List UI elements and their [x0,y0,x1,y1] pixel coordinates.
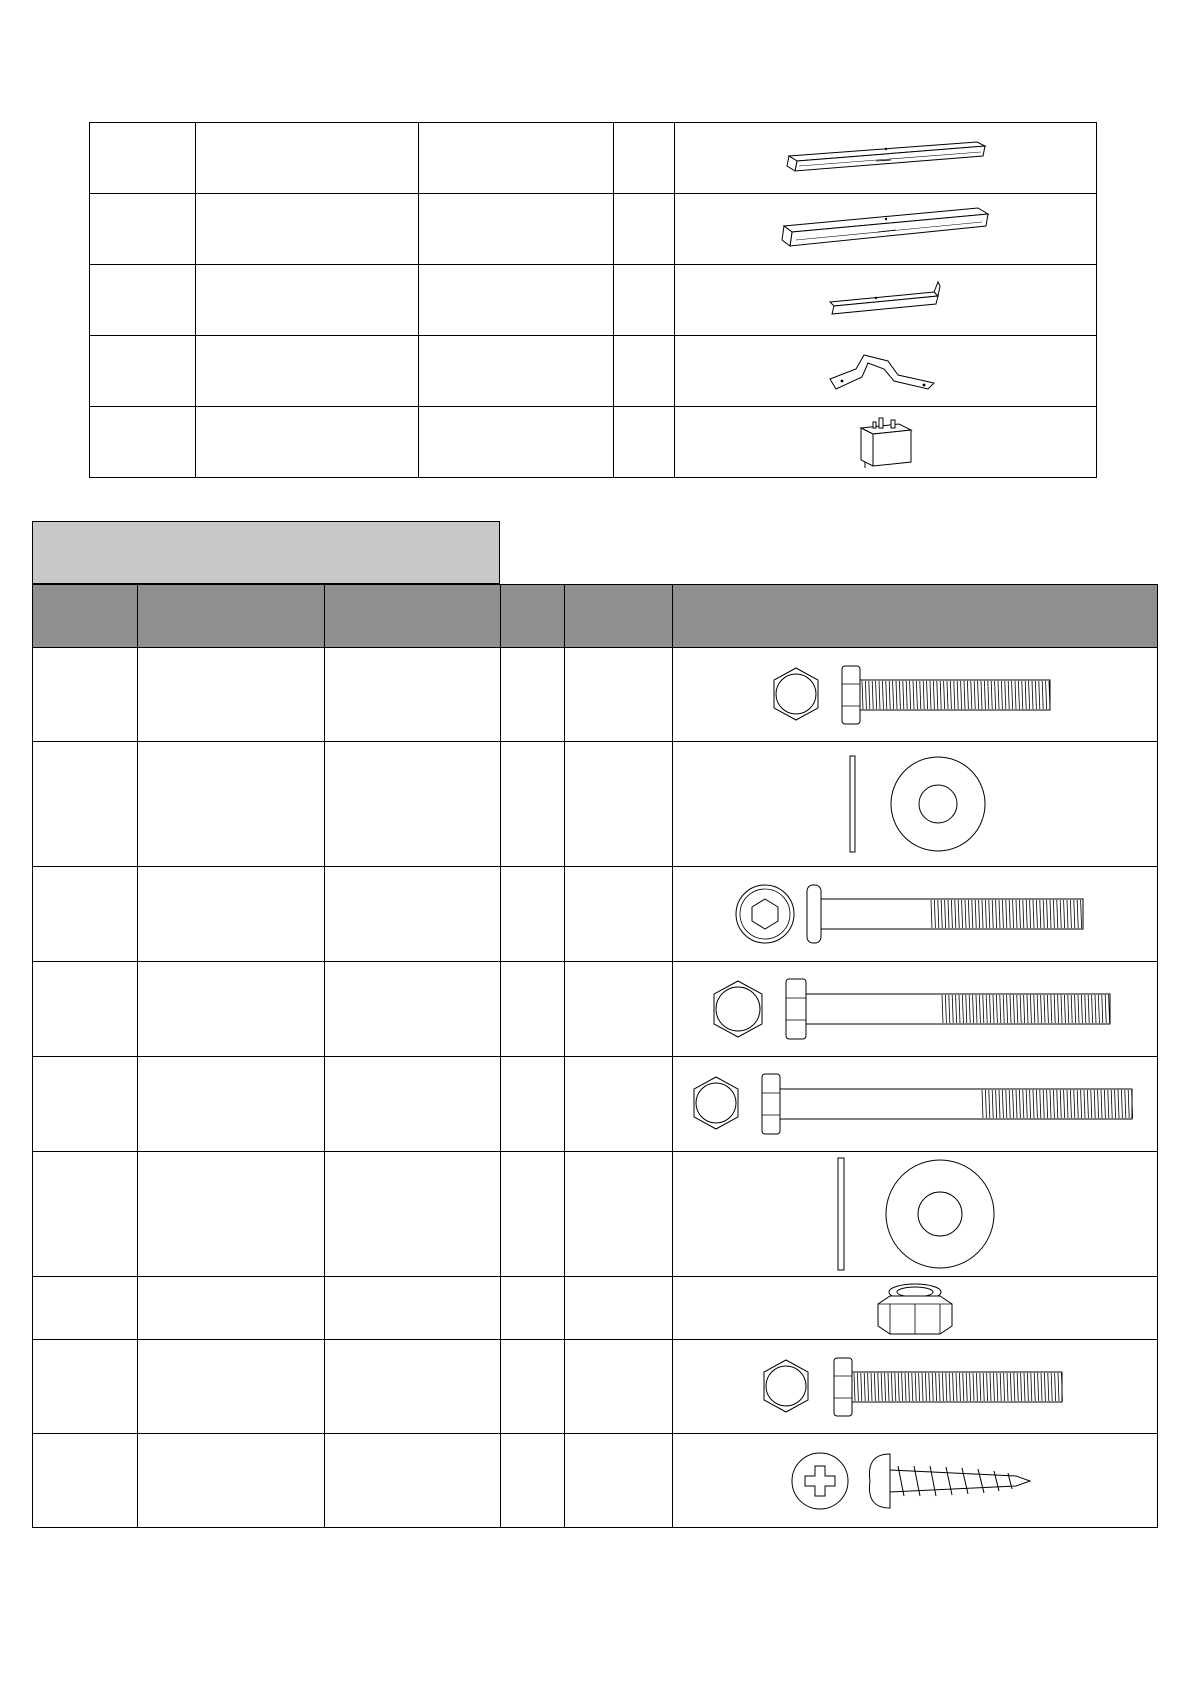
short-channel-rail-icon [781,136,991,181]
part-name [196,123,419,194]
part-qty [614,265,675,336]
part-spec [419,407,614,478]
part-qty [614,123,675,194]
part-image-cell [675,407,1097,478]
hw-name [138,1434,325,1528]
hw-extra [565,1340,673,1434]
hw-letter [33,1340,138,1434]
hw-name [138,962,325,1057]
table-row [33,648,1158,742]
hw-spec [325,1057,501,1152]
hw-image-cell [673,1277,1158,1340]
part-spec [419,265,614,336]
column-header [325,585,501,648]
hw-name [138,1340,325,1434]
column-header [673,585,1158,648]
part-image-cell [675,194,1097,265]
hw-letter [33,867,138,962]
hw-name [138,742,325,867]
part-spec [419,194,614,265]
hw-qty [501,742,565,867]
part-image-cell [675,265,1097,336]
hw-spec [325,648,501,742]
large-washer-icon [830,1156,1000,1272]
part-name [196,265,419,336]
hw-qty [501,867,565,962]
hw-extra [565,648,673,742]
hw-image-cell [673,648,1158,742]
hw-spec [325,962,501,1057]
hw-extra [565,962,673,1057]
bent-bracket-icon [826,347,946,395]
hw-extra [565,742,673,867]
table-row [33,1434,1158,1528]
part-qty [614,194,675,265]
hw-spec [325,1340,501,1434]
angle-bracket-icon [826,280,946,320]
table-row [33,867,1158,962]
hw-extra [565,1152,673,1277]
table-row [90,265,1097,336]
hw-extra [565,1057,673,1152]
hw-image-cell [673,867,1158,962]
hw-qty [501,962,565,1057]
hw-qty [501,1152,565,1277]
allen-bolt-icon [735,879,1095,949]
hex-bolt-medium-icon [760,1352,1070,1422]
hw-image-cell [673,1152,1158,1277]
hardware-header-row [33,585,1158,648]
table-row [33,962,1158,1057]
hw-spec [325,867,501,962]
table-row [33,1340,1158,1434]
hw-qty [501,648,565,742]
hw-spec [325,1152,501,1277]
part-name [196,407,419,478]
part-image-cell [675,123,1097,194]
hw-image-cell [673,1340,1158,1434]
hw-spec [325,742,501,867]
hw-letter [33,1277,138,1340]
phillips-wood-screw-icon [790,1446,1040,1516]
table-row [33,1277,1158,1340]
hw-image-cell [673,962,1158,1057]
column-header [138,585,325,648]
part-spec [419,336,614,407]
part-letter [90,336,196,407]
hw-letter [33,1434,138,1528]
hw-letter [33,1057,138,1152]
hw-qty [501,1434,565,1528]
hw-name [138,648,325,742]
part-letter [90,407,196,478]
hw-spec [325,1277,501,1340]
part-name [196,336,419,407]
part-name [196,194,419,265]
part-qty [614,407,675,478]
hw-name [138,1057,325,1152]
hw-name [138,867,325,962]
hardware-table [32,584,1158,1528]
table-row [90,407,1097,478]
table-row [33,742,1158,867]
part-letter [90,265,196,336]
hw-image-cell [673,1057,1158,1152]
part-letter [90,194,196,265]
hardware-section-title [32,521,500,584]
hw-letter [33,962,138,1057]
long-channel-rail-icon [778,202,993,257]
hw-letter [33,1152,138,1277]
part-letter [90,123,196,194]
table-row [90,123,1097,194]
table-row [33,1152,1158,1277]
lock-nut-icon [870,1280,960,1336]
hw-extra [565,1277,673,1340]
hw-letter [33,648,138,742]
cube-connector-icon [851,412,921,472]
hw-qty [501,1340,565,1434]
hw-qty [501,1277,565,1340]
table-row [33,1057,1158,1152]
hex-bolt-short-icon [770,660,1060,730]
hex-bolt-extra-long-icon [690,1069,1140,1139]
hex-bolt-long-icon [710,974,1120,1044]
hw-extra [565,867,673,962]
hw-name [138,1277,325,1340]
table-row [90,194,1097,265]
part-spec [419,123,614,194]
hw-image-cell [673,1434,1158,1528]
hw-name [138,1152,325,1277]
column-header [33,585,138,648]
table-row [90,336,1097,407]
hw-extra [565,1434,673,1528]
flat-washer-icon [840,754,990,854]
hw-spec [325,1434,501,1528]
hw-qty [501,1057,565,1152]
part-image-cell [675,336,1097,407]
hw-letter [33,742,138,867]
column-header [565,585,673,648]
hw-image-cell [673,742,1158,867]
column-header [501,585,565,648]
part-qty [614,336,675,407]
parts-table [89,122,1097,478]
